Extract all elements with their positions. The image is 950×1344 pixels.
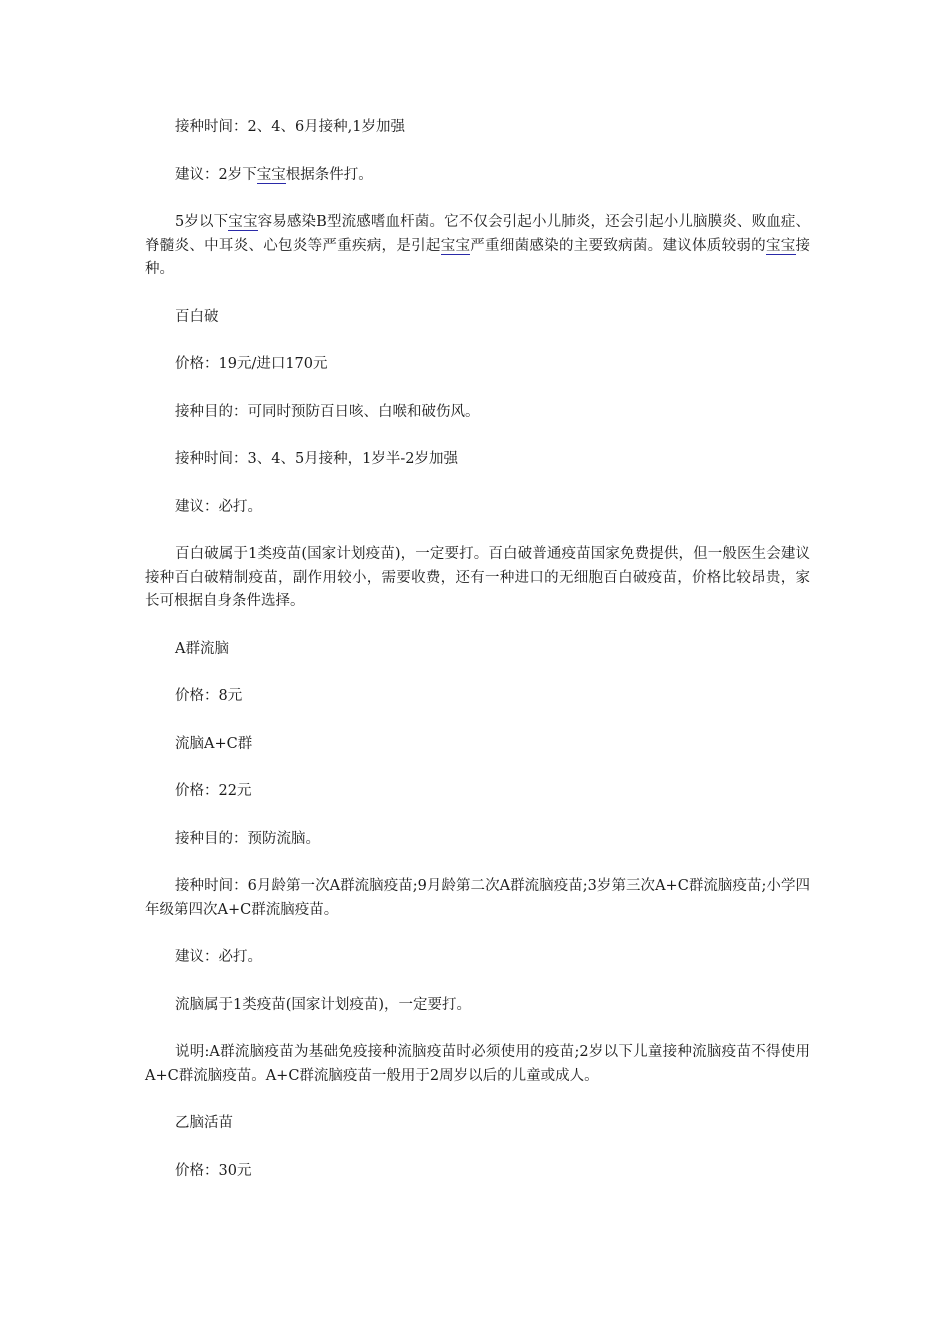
paragraph xyxy=(145,875,810,922)
paragraph xyxy=(145,994,810,1018)
paragraph xyxy=(145,1041,810,1088)
paragraph xyxy=(145,401,810,425)
paragraph-text: 建议：必打。 xyxy=(175,498,262,515)
paragraph xyxy=(145,353,810,377)
paragraph-text: 建议：2岁下 xyxy=(175,166,257,183)
keyword-link[interactable]: 宝宝 xyxy=(440,237,471,254)
paragraph-text: 价格：19元/进口170元 xyxy=(175,356,328,372)
paragraph-text: 接种时间：2、4、6月接种,1岁加强 xyxy=(175,119,406,135)
paragraph xyxy=(145,780,810,804)
paragraph xyxy=(145,1160,810,1184)
paragraph xyxy=(145,828,810,852)
paragraph-text: 容易感染B型流感嗜血杆菌。它不仅会引起小儿肺炎，还会引起小儿脑膜炎、败血症、脊髓炎、中耳炎、心包炎等严重疾病，是引起 xyxy=(145,214,811,254)
paragraph xyxy=(145,211,810,282)
paragraph-text: 流脑属于1类疫苗(国家计划疫苗)，一定要打。 xyxy=(175,996,472,1013)
paragraph-text: 价格：30元 xyxy=(175,1162,252,1179)
document-body xyxy=(145,116,810,1207)
paragraph xyxy=(145,685,810,709)
paragraph-text: 接种目的：预防流脑。 xyxy=(175,830,320,847)
paragraph xyxy=(145,164,810,188)
paragraph-text: 严重细菌感染的主要致病菌。建议体质较弱的 xyxy=(470,237,766,254)
paragraph xyxy=(145,1112,810,1136)
paragraph xyxy=(145,448,810,472)
paragraph-text: 百白破 xyxy=(175,308,219,325)
keyword-link[interactable]: 宝宝 xyxy=(228,214,258,230)
paragraph-text: A群流脑 xyxy=(175,640,229,657)
paragraph-text: 5岁以下 xyxy=(175,214,229,230)
paragraph xyxy=(145,496,810,520)
paragraph-text: 说明:A群流脑疫苗为基础免疫接种流脑疫苗时必须使用的疫苗;2岁以下儿童接种流脑疫苗不得使用A+C群流脑疫苗。A+C群流脑疫苗一般用于2周岁以后的儿童或成人。 xyxy=(145,1044,810,1084)
paragraph xyxy=(145,638,810,662)
keyword-link[interactable]: 宝宝 xyxy=(765,237,796,254)
paragraph-text: 流脑A+C群 xyxy=(175,735,253,752)
paragraph xyxy=(145,946,810,970)
paragraph-text: 百白破属于1类疫苗(国家计划疫苗)，一定要打。百白破普通疫苗国家免费提供，但一般医生会建议接种百白破精制疫苗，副作用较小，需要收费，还有一种进口的无细胞百白破疫苗，价格比较昂贵，家长可根据自身条件选择。 xyxy=(145,546,810,609)
paragraph-text: 接种。 xyxy=(145,237,811,277)
paragraph-text: 建议：必打。 xyxy=(175,949,262,965)
paragraph xyxy=(145,116,810,140)
paragraph xyxy=(145,733,810,757)
paragraph-text: 根据条件打。 xyxy=(285,166,373,183)
paragraph-text: 乙脑活苗 xyxy=(175,1115,233,1131)
paragraph-text: 接种时间：3、4、5月接种，1岁半-2岁加强 xyxy=(175,451,459,467)
paragraph-text: 接种目的：可同时预防百日咳、白喉和破伤风。 xyxy=(175,403,480,420)
paragraph-text: 价格：8元 xyxy=(175,688,243,704)
paragraph xyxy=(145,543,810,614)
paragraph xyxy=(145,306,810,330)
keyword-link[interactable]: 宝宝 xyxy=(256,166,286,183)
paragraph-text: 接种时间：6月龄第一次A群流脑疫苗;9月龄第二次A群流脑疫苗;3岁第三次A+C群流脑疫苗;小学四年级第四次A+C群流脑疫苗。 xyxy=(145,878,810,918)
paragraph-text: 价格：22元 xyxy=(175,783,252,799)
